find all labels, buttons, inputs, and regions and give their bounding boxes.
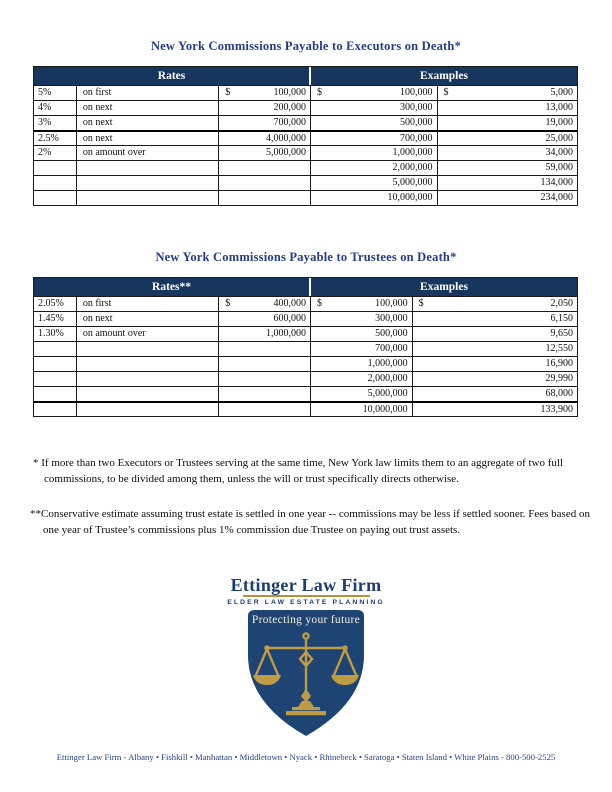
table-cell <box>218 403 310 416</box>
amount-value: 200,000 <box>273 102 306 113</box>
amount-value: 100,000 <box>400 87 433 98</box>
table-cell <box>412 403 577 416</box>
table-cell <box>76 357 218 371</box>
table-row <box>34 190 577 205</box>
table-cell <box>310 116 437 130</box>
table-cell <box>34 387 76 401</box>
table-row <box>34 145 577 160</box>
table-row <box>34 356 577 371</box>
table-cell <box>218 176 310 190</box>
table-cell <box>218 86 310 100</box>
amount-value: 5,000,000 <box>265 147 306 158</box>
table-cell: 3% <box>38 117 52 128</box>
table-cell <box>412 327 577 341</box>
table-cell <box>437 146 577 160</box>
table-row <box>34 341 577 356</box>
table-row <box>34 115 577 130</box>
table-cell <box>34 176 76 190</box>
table-cell <box>76 176 218 190</box>
shield-emblem <box>244 609 368 737</box>
table-cell <box>218 342 310 356</box>
amount-value: 5,000,000 <box>392 177 433 188</box>
table-cell <box>76 387 218 401</box>
amount-value: 700,000 <box>375 343 408 354</box>
table-cell: on next <box>76 132 218 145</box>
table-cell <box>412 387 577 401</box>
amount-value: 10,000,000 <box>362 404 408 415</box>
table-cell <box>310 101 437 115</box>
table-cell <box>34 161 76 175</box>
footer-offices-line: Ettinger Law Firm - Albany • Fishkill • Manhattan • Middletown • Nyack • Rhinebeck • Saratoga • Staten Island • White Plains - 800-500-2525 <box>56 752 556 762</box>
amount-value: 25,000 <box>545 133 573 144</box>
table-cell <box>310 132 437 145</box>
table-row <box>34 371 577 386</box>
examples-header: Examples <box>420 70 468 82</box>
amount-value: 16,900 <box>545 358 573 369</box>
table-cell <box>310 176 437 190</box>
currency-symbol: $ <box>443 87 449 98</box>
amount-value: 100,000 <box>273 87 306 98</box>
table-cell <box>218 297 310 311</box>
table-cell <box>412 342 577 356</box>
scales-of-justice-icon <box>244 609 368 737</box>
trustees-table-header <box>34 278 577 296</box>
table-cell <box>34 357 76 371</box>
amount-value: 234,000 <box>540 192 573 203</box>
table-cell <box>218 327 310 341</box>
amount-value: 29,990 <box>545 373 573 384</box>
table-cell <box>218 161 310 175</box>
table-cell <box>412 297 577 311</box>
table-cell <box>310 86 437 100</box>
table-cell <box>310 357 412 371</box>
firm-name: Ettinger Law Firm <box>230 575 382 595</box>
table-cell <box>34 372 76 386</box>
table-cell: 1.45% <box>38 313 64 324</box>
amount-value: 1,000,000 <box>392 147 433 158</box>
table-cell <box>310 342 412 356</box>
amount-value: 134,000 <box>540 177 573 188</box>
table-cell <box>310 403 412 416</box>
amount-value: 5,000,000 <box>367 388 408 399</box>
table-cell: on first <box>76 86 218 100</box>
amount-value: 400,000 <box>273 298 306 309</box>
table-cell: on next <box>76 116 218 130</box>
table-cell <box>218 132 310 145</box>
table-cell <box>218 101 310 115</box>
executors-table <box>33 66 578 206</box>
table-cell <box>218 146 310 160</box>
table-cell: on amount over <box>76 327 218 341</box>
table-cell <box>310 161 437 175</box>
currency-symbol: $ <box>225 87 231 98</box>
currency-symbol: $ <box>316 298 322 309</box>
table-cell <box>218 357 310 371</box>
table-cell <box>76 161 218 175</box>
examples-header: Examples <box>420 281 468 293</box>
amount-value: 133,900 <box>540 404 573 415</box>
amount-value: 5,000 <box>550 87 573 98</box>
amount-value: 19,000 <box>545 117 573 128</box>
table-row <box>34 160 577 175</box>
table-cell: 5% <box>38 87 52 98</box>
table-cell <box>310 327 412 341</box>
amount-value: 300,000 <box>375 313 408 324</box>
rates-header: Rates** <box>34 278 311 296</box>
table-row <box>34 386 577 401</box>
amount-value: 1,000,000 <box>265 328 306 339</box>
table-cell <box>34 191 76 205</box>
table-cell <box>76 191 218 205</box>
table-cell <box>218 312 310 326</box>
table-row <box>34 85 577 100</box>
table-cell <box>218 191 310 205</box>
amount-value: 700,000 <box>273 117 306 128</box>
table-cell <box>437 132 577 145</box>
table-cell: on amount over <box>76 146 218 160</box>
table-cell: 4% <box>38 102 52 113</box>
trustees-table <box>33 277 578 417</box>
table-cell <box>310 146 437 160</box>
currency-symbol: $ <box>316 87 322 98</box>
trustees-table-title: New York Commissions Payable to Trustees on Death* <box>155 250 457 264</box>
amount-value: 2,000,000 <box>367 373 408 384</box>
amount-value: 6,150 <box>550 313 573 324</box>
currency-symbol: $ <box>225 298 231 309</box>
amount-value: 68,000 <box>545 388 573 399</box>
table-cell <box>310 191 437 205</box>
table-cell <box>34 342 76 356</box>
executors-table-header <box>34 67 577 85</box>
executors-table-title: New York Commissions Payable to Executors on Death* <box>150 39 462 53</box>
table-cell <box>437 86 577 100</box>
executors-footnote: * If more than two Executors or Trustees serving at the same time, New York law limits them to an aggregate of two full commissions, to be divided among them, unless the will or trust specifically directs otherwise. <box>33 457 564 485</box>
table-cell <box>34 403 76 416</box>
amount-value: 500,000 <box>375 328 408 339</box>
currency-symbol: $ <box>418 298 424 309</box>
table-row <box>34 296 577 311</box>
amount-value: 12,550 <box>545 343 573 354</box>
table-row <box>34 175 577 190</box>
amount-value: 10,000,000 <box>387 192 433 203</box>
table-row <box>34 130 577 145</box>
amount-value: 2,050 <box>550 298 573 309</box>
table-cell <box>437 176 577 190</box>
table-cell <box>76 342 218 356</box>
amount-value: 59,000 <box>545 162 573 173</box>
amount-value: 1,000,000 <box>367 358 408 369</box>
table-cell <box>412 372 577 386</box>
table-cell <box>218 372 310 386</box>
table-cell <box>310 312 412 326</box>
table-row <box>34 401 577 416</box>
trustees-footnote: **Conservative estimate assuming trust estate is settled in one year -- commissions may be less if settled sooner. Fees based on one year of Trustee’s commissions plus 1% commission due Trustee on paying out trust assets. <box>30 508 590 536</box>
table-cell <box>310 297 412 311</box>
table-cell <box>412 357 577 371</box>
table-cell: 2% <box>38 147 52 158</box>
amount-value: 600,000 <box>273 313 306 324</box>
table-cell: 1.30% <box>38 328 64 339</box>
table-cell: on next <box>76 101 218 115</box>
table-cell <box>218 116 310 130</box>
amount-value: 2,000,000 <box>392 162 433 173</box>
table-row <box>34 311 577 326</box>
table-cell <box>437 101 577 115</box>
table-row <box>34 326 577 341</box>
amount-value: 300,000 <box>400 102 433 113</box>
firm-tagline: ELDER LAW ESTATE PLANNING <box>227 599 385 606</box>
firm-motto: Protecting your future <box>251 614 361 626</box>
amount-value: 34,000 <box>545 147 573 158</box>
amount-value: 13,000 <box>545 102 573 113</box>
table-cell <box>437 116 577 130</box>
amount-value: 9,650 <box>550 328 573 339</box>
amount-value: 4,000,000 <box>265 133 306 144</box>
gold-rule-divider <box>243 595 370 597</box>
table-cell <box>218 387 310 401</box>
table-row <box>34 100 577 115</box>
table-cell: on first <box>76 297 218 311</box>
table-cell <box>437 191 577 205</box>
table-cell: 2.5% <box>38 133 59 144</box>
amount-value: 500,000 <box>400 117 433 128</box>
rates-header: Rates <box>34 67 311 85</box>
table-cell <box>76 372 218 386</box>
table-cell <box>412 312 577 326</box>
table-cell: on next <box>76 312 218 326</box>
table-cell <box>310 387 412 401</box>
table-cell <box>76 403 218 416</box>
table-cell: 2.05% <box>38 298 64 309</box>
firm-logo <box>0 576 612 737</box>
amount-value: 100,000 <box>375 298 408 309</box>
table-cell <box>310 372 412 386</box>
amount-value: 700,000 <box>400 133 433 144</box>
table-cell <box>437 161 577 175</box>
